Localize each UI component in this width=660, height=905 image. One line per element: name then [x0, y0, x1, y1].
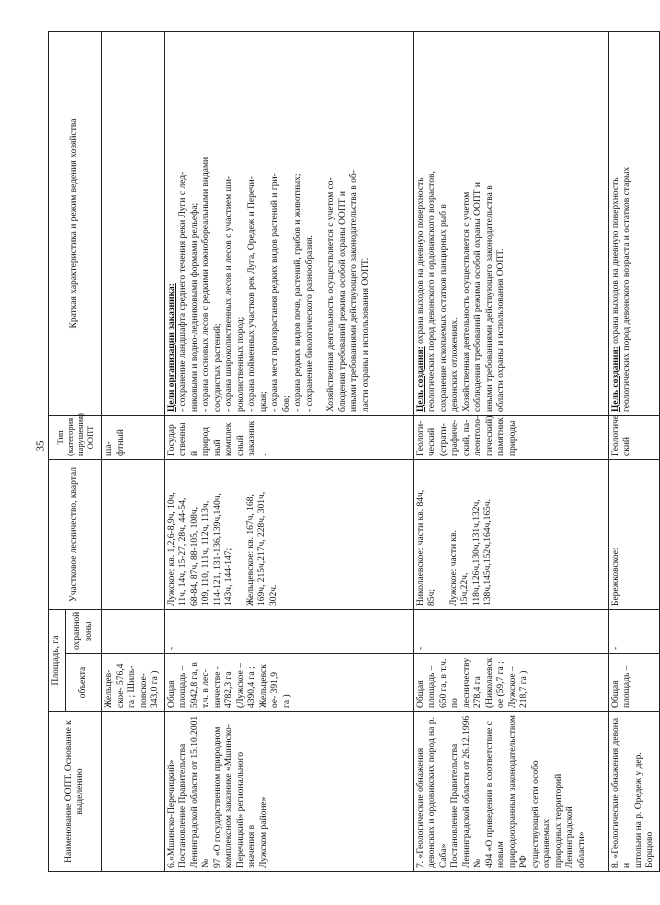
cell-line: 138ч,145ч,152ч,164ч,165ч.: [483, 498, 493, 606]
cell-line: по: [450, 698, 460, 708]
cell-line: 343,0 га ): [150, 670, 160, 708]
header-area-buffer: охранной зоны: [66, 609, 102, 653]
description-line: охрана выходов на дневную поверхность: [415, 177, 426, 344]
table-row: [102, 31, 165, 871]
cell-line: 114-121, 131-136,139ч,140ч,: [212, 493, 223, 606]
cell-line: ское- 576,4: [115, 663, 126, 708]
cell-description: [102, 31, 165, 415]
cell-description: [608, 31, 659, 415]
cell-line: Лужское –: [507, 666, 518, 708]
cell-line: -: [415, 646, 426, 650]
cell-line: га ): [281, 694, 292, 708]
cell-line: Лужское: кв. 1,2,6-8,9ч, 10ч,: [166, 492, 177, 606]
cell-area-object: [413, 654, 608, 712]
cell-line: 97 «О государственном природном: [212, 726, 223, 868]
cell-line: Бережковское:: [610, 547, 621, 606]
cell-line: Ленинградской области от 26.12.1996 №: [461, 715, 483, 868]
description-heading: Цель создания:: [415, 346, 426, 412]
description-line: блюдения требований режима особой охраны ООПТ и: [337, 190, 348, 412]
oopt-registry-table: [48, 31, 660, 872]
cell-line: Николаевское: части кв. 84ч,: [415, 489, 426, 606]
table-row: [164, 31, 413, 871]
cell-line: 7. «Геологические обнажения: [415, 747, 426, 868]
cell-type: [608, 415, 659, 459]
cell-line: комплексном заказнике «Мшинско-: [224, 724, 234, 868]
cell-line: Лужском районе»: [258, 796, 269, 868]
cell-line: Постановление Правительства: [450, 743, 460, 868]
cell-line: 278,4 га: [473, 676, 483, 708]
cell-line: (страти-: [438, 423, 449, 456]
cell-line: ничестве -: [212, 666, 223, 708]
cell-line: Саба»: [438, 843, 449, 868]
description-line: ласти охраны и использования ООПТ.: [360, 257, 371, 412]
description-line: соблюдения требований режима особой охраны ООПТ и: [473, 182, 483, 412]
cell-line: Жельцевское: кв. 167ч, 168,: [245, 494, 256, 606]
cell-area-buffer: [608, 609, 659, 653]
cell-name: [608, 712, 659, 872]
cell-line: девонских и ордовикских пород на р.: [427, 717, 437, 868]
description-line: области охраны и использования ООПТ.: [496, 248, 506, 412]
cell-line: ский: [622, 436, 632, 456]
cell-line: 6.«Мшинско-Перечицкий»: [166, 759, 177, 868]
cell-line: 143ч, 144-147;: [224, 547, 234, 606]
cell-forestry: [164, 459, 413, 609]
cell-line: -: [610, 646, 621, 650]
cell-line: 650 га, в т.ч.: [438, 658, 449, 708]
cell-line: площадь –: [622, 665, 632, 708]
description-line: иными требованиями действующего законодательства в: [484, 185, 495, 412]
description-line: сосудистых растений;: [212, 323, 223, 412]
cell-line: природных территорий Ленинградской: [553, 773, 575, 868]
cell-type: [164, 415, 413, 459]
cell-forestry: [102, 459, 165, 609]
cell-description: [164, 31, 413, 415]
cell-line: 302ч.: [268, 584, 279, 606]
cell-description: [413, 31, 608, 415]
cell-line: 109, 110, 111ч, 112ч, 113ч,: [201, 500, 211, 606]
cell-line: га ; Шиль-: [127, 665, 137, 708]
cell-line: ный: [212, 439, 223, 456]
cell-line: штольни на р. Оредеж у дер. Борщово: [633, 752, 655, 868]
header-area: Площадь, га: [49, 609, 66, 711]
description-line: геологических пород девонского и ордовикского возрастов,: [427, 171, 437, 412]
cell-line: графиче-: [450, 419, 460, 456]
cell-forestry: [608, 459, 659, 609]
cell-line: повское-: [138, 673, 149, 708]
cell-line: памятник: [496, 417, 506, 456]
description-line: бов;: [281, 395, 292, 412]
cell-line: области»: [576, 831, 587, 868]
cell-line: -: [166, 646, 177, 650]
cell-line: Ленинградской области от 15.10.2001 №: [189, 715, 211, 868]
cell-line: леонтоло-: [473, 415, 483, 456]
cell-line: 11ч, 14ч, 15-27, 28ч, 44-54,: [178, 497, 188, 606]
cell-line: 15ч,22ч,: [460, 572, 470, 606]
description-line: - охрана сосновых лесов с редкими южнобореальными видами: [201, 156, 211, 412]
cell-line: сный: [235, 435, 246, 456]
description-line: - сохранение ландшафта среднего течения реки Луги с лед-: [178, 171, 188, 412]
cell-line: 85ч;: [427, 589, 437, 606]
cell-line: 8. «Геологические обнажения девона и: [610, 717, 632, 868]
cell-line: гический): [484, 415, 495, 456]
cell-line: Общая: [610, 680, 621, 708]
cell-name: [413, 712, 608, 872]
cell-line: Перечицкий» регионального значения в: [235, 751, 257, 868]
cell-line: ое (59,7 га ;: [496, 661, 506, 708]
cell-line: 4390,4 га ;: [247, 666, 257, 708]
cell-line: комплек: [224, 422, 234, 456]
header-area-object: объекта: [66, 654, 102, 712]
description-line: цкая;: [258, 391, 269, 412]
cell-line: Общая: [166, 680, 177, 708]
cell-line: Геологиче: [610, 414, 621, 456]
page-number: 35: [34, 440, 46, 452]
description-line: [316, 35, 326, 412]
cell-line: площадь –: [427, 665, 437, 708]
cell-line: существующей сети особо охраняемых: [530, 760, 552, 868]
cell-line: Геологи-: [415, 420, 426, 456]
cell-line: природоохранным законодательством РФ: [507, 715, 529, 868]
cell-area-buffer: [164, 609, 413, 653]
header-type: Тип (категория нарушения) ООПТ: [49, 415, 102, 459]
cell-area-object: [608, 654, 659, 712]
cell-name: [164, 712, 413, 872]
description-line: Хозяйственная деятельность осуществляется с учетом со-: [326, 177, 336, 412]
cell-line: Постановление Правительства: [178, 743, 188, 868]
cell-area-buffer: [413, 609, 608, 653]
cell-line: ша-: [104, 441, 114, 456]
cell-line: природы: [507, 420, 518, 456]
cell-line: 68-84, 87ч, 88-105, 108ч,: [189, 506, 200, 606]
cell-line: фтный: [115, 429, 126, 456]
description-line: иными требованиями действующего законодательства в об-: [349, 170, 359, 412]
cell-line: 5942,8 га, в: [189, 662, 200, 708]
description-line: - охрана широколиственных лесов и лесов с участием ши-: [224, 175, 234, 412]
cell-line: площадь –: [178, 665, 188, 708]
description-line: Хозяйственная деятельность осуществляется с учетом: [461, 191, 472, 412]
cell-line: .: [258, 453, 269, 456]
description-line: геологических пород девонского возраста и остатков старых: [622, 166, 632, 412]
cell-line: [439, 463, 449, 606]
cell-line: природ: [201, 427, 211, 456]
rotated-sheet: [48, 32, 655, 872]
cell-type: [413, 415, 608, 459]
cell-line: Общая: [415, 680, 426, 708]
description-heading: Цель создания:: [610, 346, 621, 412]
cell-line: ческий: [427, 427, 437, 456]
description-line: никовыми и водно-ледниковыми формами рельефа;: [189, 202, 200, 412]
header-forestry: Участковое лесничество, квартал: [49, 459, 102, 609]
cell-line: (Николаевск: [484, 657, 495, 708]
cell-type: [102, 415, 165, 459]
cell-line: 169ч, 215ч,217ч, 228ч, 301ч,: [257, 491, 267, 606]
description-line: роколиственных пород;: [235, 316, 246, 412]
description-line: - охрана мест произрастания редких видов растений и гри-: [270, 173, 280, 412]
cell-line: 494 «О приведении в соответствие с новым: [484, 721, 506, 868]
description-line: охрана выходов на дневную поверхность: [610, 177, 621, 344]
cell-line: заказник: [247, 420, 257, 456]
description-line: - сохранение биологического разнообразия.: [304, 235, 315, 412]
cell-line: [236, 463, 246, 606]
cell-line: 218,7 га ): [519, 670, 529, 708]
description-line: - охрана пойменных участков рек Луга, Оредеж и Перечи-: [247, 176, 257, 412]
cell-area-object: [102, 654, 165, 712]
cell-line: Жельцевск: [258, 664, 269, 708]
cell-line: ский, па-: [461, 419, 472, 456]
cell-line: Жельцев-: [104, 669, 114, 708]
cell-line: й: [189, 450, 200, 456]
cell-line: Государ: [166, 424, 177, 456]
header-description: Краткая характеристика и режим ведения хозяйства: [49, 31, 102, 415]
cell-line: 118ч,126ч,130ч,131ч,132ч,: [471, 499, 482, 606]
cell-line: 4782,3 га: [224, 671, 234, 708]
description-heading: Цели организации заказника:: [166, 283, 177, 412]
cell-line: ственны: [178, 422, 188, 456]
description-line: девонских отложениях.: [450, 317, 460, 412]
header-name: Наименование ООПТ. Основание к выделению: [49, 712, 102, 872]
cell-line: (Лужское –: [235, 663, 246, 708]
description-line: сохранение ископаемых остатков панцирных рыб в: [438, 204, 449, 412]
cell-line: ое- 391,9: [270, 672, 280, 708]
cell-forestry: [413, 459, 608, 609]
cell-name: [102, 712, 165, 872]
cell-line: лесничеству: [461, 657, 472, 708]
cell-line: Лужское: части кв.: [448, 530, 459, 606]
description-line: - охрана редких видов почв, растений, грибов и животных;: [293, 173, 303, 412]
table-row: [608, 31, 659, 871]
cell-area-object: [164, 654, 413, 712]
cell-line: т.ч. в лес-: [201, 669, 211, 708]
table-row: [413, 31, 608, 871]
cell-area-buffer: [102, 609, 165, 653]
